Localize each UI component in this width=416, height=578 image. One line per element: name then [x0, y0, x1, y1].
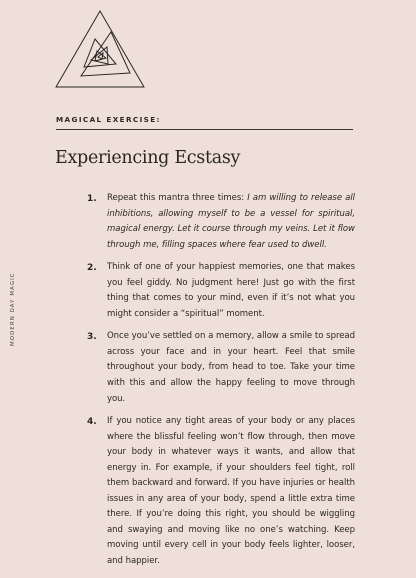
step-4 — [87, 414, 355, 569]
step-text-plain: Repeat this mantra three times: — [107, 193, 248, 203]
step-number: 2. — [87, 263, 97, 274]
step-number: 3. — [87, 332, 97, 343]
step-number: 4. — [87, 417, 97, 428]
spiral-triangle-logo-icon — [54, 9, 146, 89]
step-2 — [87, 260, 355, 322]
mantra-text: I am willing to release all inhibitions, allowing myself to be a vessel for spiritual, magical energy. Let it course through my veins. Let it flow through me, filling spaces where fear used to dwell. — [107, 193, 355, 250]
running-head: MODERN DAY MAGIC — [10, 272, 16, 346]
step-3 — [87, 329, 355, 407]
step-text: Think of one of your happiest memories, one that makes you feel giddy. No judgment here! Just go with the first thing that comes to your mind, even if it’s not what you might consider a “spiritual” moment. — [107, 262, 355, 319]
step-text: Once you’ve settled on a memory, allow a smile to spread across your face and in your heart. Feel that smile throughout your body, from head to toe. Take your time with this and allow the happy feeling to move through you. — [107, 331, 355, 404]
step-1 — [87, 191, 355, 253]
step-number: 1. — [87, 194, 97, 204]
header-divider — [56, 129, 353, 130]
section-label: MAGICAL EXERCISE: — [56, 115, 161, 124]
step-text — [107, 191, 355, 253]
step-text: If you notice any tight areas of your body or any places where the blissful feeling won’t flow through, then move your body in whatever ways it wants, and allow that energy in. For example, if your shoulders feel tight, roll them backward and forward. If you have injuries or health issues in any area of your body, spend a little extra time there. If you’re doing this right, you should be wiggling and swaying and moving like no one’s watching. Keep moving until every cell in your body feels lighter, looser, and happier. — [107, 416, 355, 567]
exercise-steps — [87, 191, 355, 577]
page-title: Experiencing Ecstasy — [55, 148, 241, 168]
